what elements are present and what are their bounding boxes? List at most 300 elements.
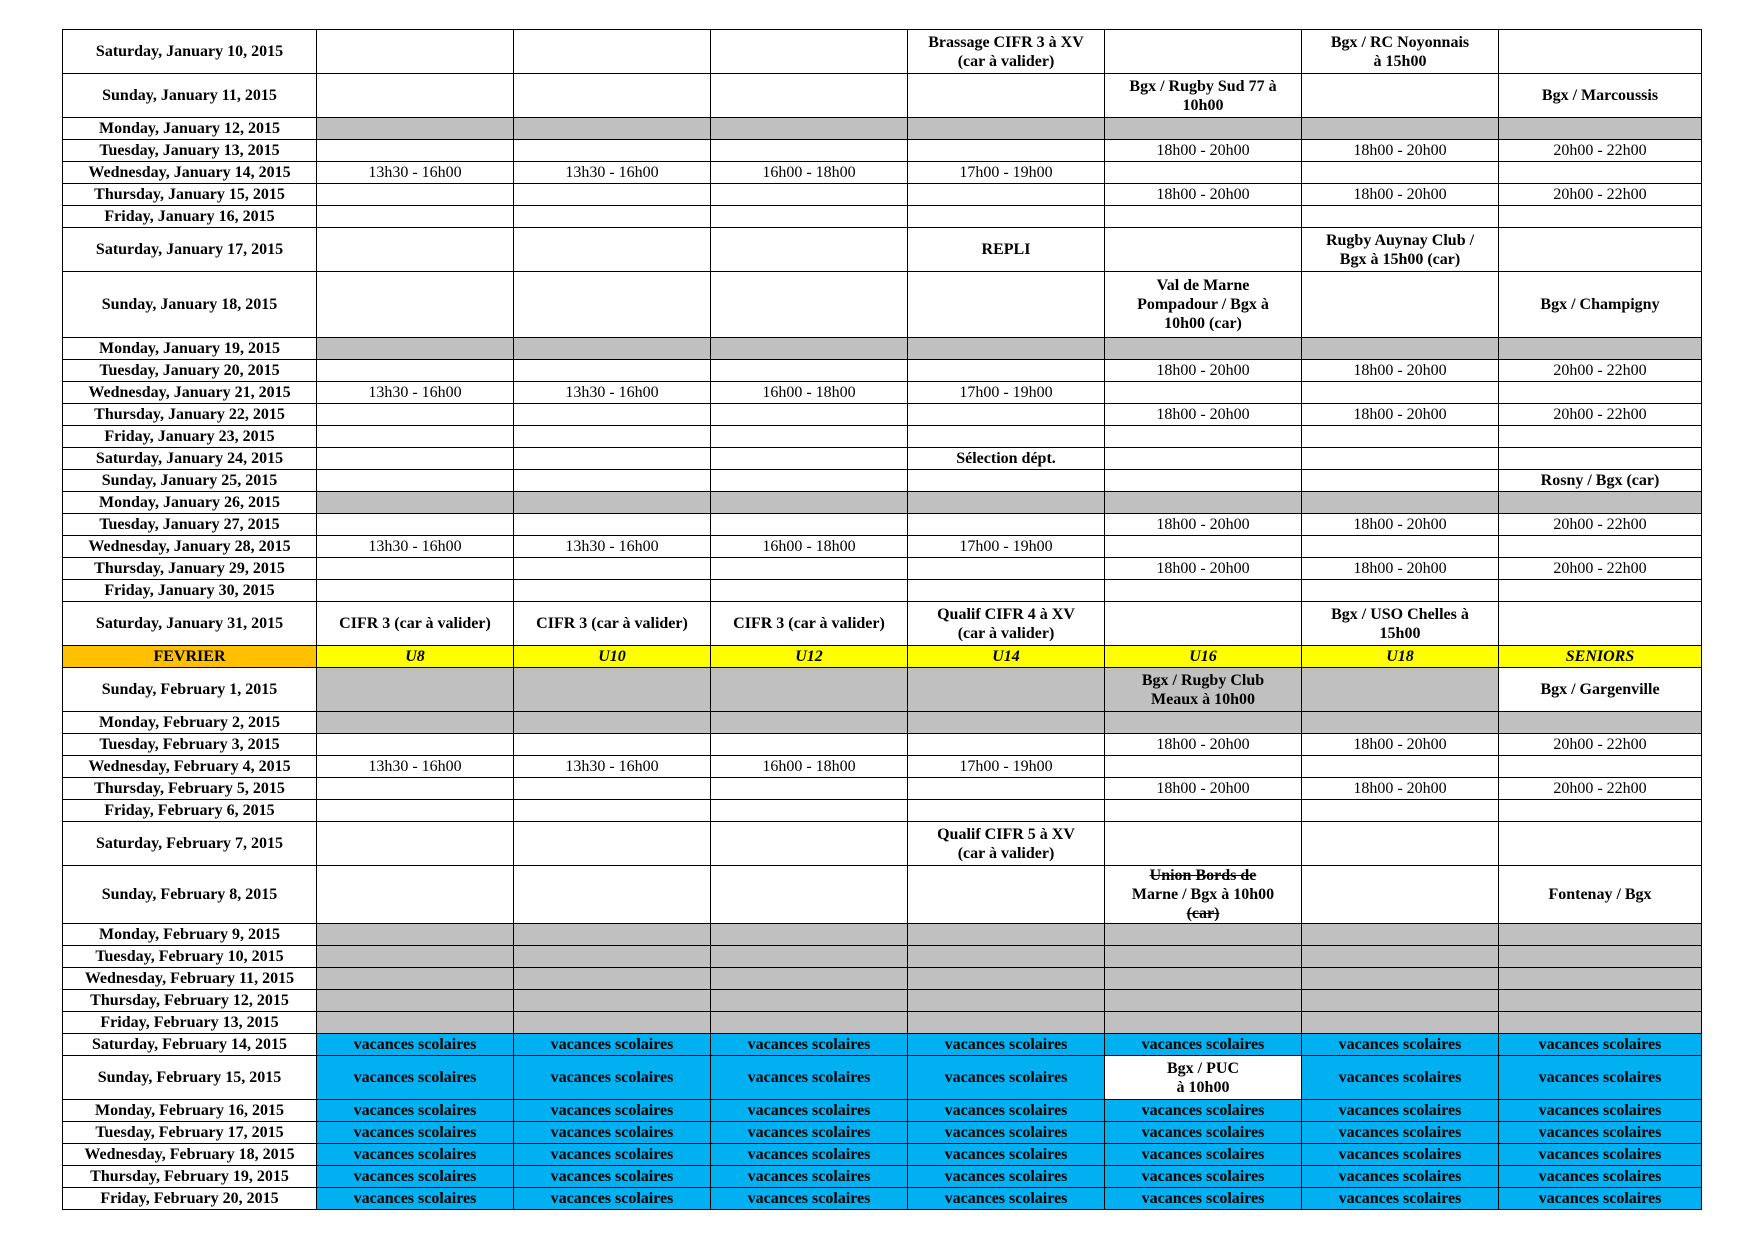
date-cell: Tuesday, February 3, 2015 — [63, 734, 317, 756]
cell-line: Bgx à 15h00 (car) — [1339, 250, 1461, 268]
cell-u12: 16h00 - 18h00 — [711, 382, 908, 404]
cell-seniors — [1499, 118, 1702, 140]
cell-u12 — [711, 924, 908, 946]
date-cell: Sunday, January 11, 2015 — [63, 74, 317, 118]
cell-u16 — [1105, 1056, 1302, 1100]
cell-u16 — [1105, 74, 1302, 118]
table-row — [63, 646, 1702, 668]
cell-u16 — [1105, 162, 1302, 184]
cell-u16 — [1105, 382, 1302, 404]
date-cell: Sunday, February 1, 2015 — [63, 668, 317, 712]
cell-u12 — [711, 1012, 908, 1034]
cell-u16: 18h00 - 20h00 — [1105, 140, 1302, 162]
cell-u18 — [1302, 800, 1499, 822]
cell-u14: vacances scolaires — [908, 1034, 1105, 1056]
cell-u8 — [317, 800, 514, 822]
date-cell: Friday, February 6, 2015 — [63, 800, 317, 822]
table-row — [63, 492, 1702, 514]
table-row — [63, 118, 1702, 140]
cell-u8 — [317, 228, 514, 272]
cell-u16 — [1105, 602, 1302, 646]
cell-line: Val de Marne — [1156, 277, 1250, 294]
cell-u18 — [1302, 162, 1499, 184]
date-cell: Monday, January 12, 2015 — [63, 118, 317, 140]
cell-u18: 18h00 - 20h00 — [1302, 558, 1499, 580]
date-cell: Friday, January 23, 2015 — [63, 426, 317, 448]
cell-u12 — [711, 404, 908, 426]
cell-seniors: vacances scolaires — [1499, 1188, 1702, 1210]
cell-u8 — [317, 822, 514, 866]
cell-u8 — [317, 338, 514, 360]
cell-u14: 17h00 - 19h00 — [908, 756, 1105, 778]
cell-u14 — [908, 822, 1105, 866]
date-cell: Friday, January 30, 2015 — [63, 580, 317, 602]
cell-u14 — [908, 470, 1105, 492]
cell-u16 — [1105, 30, 1302, 74]
cell-seniors — [1499, 602, 1702, 646]
schedule-table — [62, 29, 1702, 1210]
cell-u8 — [317, 968, 514, 990]
cell-seniors — [1499, 206, 1702, 228]
cell-u16 — [1105, 118, 1302, 140]
cell-u10 — [514, 206, 711, 228]
date-cell: Tuesday, January 20, 2015 — [63, 360, 317, 382]
table-row — [63, 140, 1702, 162]
cell-u16: 18h00 - 20h00 — [1105, 360, 1302, 382]
cell-u14 — [908, 602, 1105, 646]
cell-u12: vacances scolaires — [711, 1188, 908, 1210]
cell-u12 — [711, 492, 908, 514]
cell-u16: 18h00 - 20h00 — [1105, 514, 1302, 536]
table-row — [63, 426, 1702, 448]
cell-u18: 18h00 - 20h00 — [1302, 778, 1499, 800]
cell-u10 — [514, 360, 711, 382]
cell-u16: U16 — [1105, 646, 1302, 668]
cell-u10: U10 — [514, 646, 711, 668]
cell-seniors: Bgx / Marcoussis — [1499, 74, 1702, 118]
cell-u18 — [1302, 206, 1499, 228]
cell-u18: vacances scolaires — [1302, 1034, 1499, 1056]
cell-u8 — [317, 946, 514, 968]
table-row — [63, 800, 1702, 822]
table-row — [63, 162, 1702, 184]
cell-u10 — [514, 74, 711, 118]
cell-u14 — [908, 140, 1105, 162]
cell-seniors — [1499, 924, 1702, 946]
cell-u18 — [1302, 968, 1499, 990]
table-row — [63, 536, 1702, 558]
cell-u12 — [711, 74, 908, 118]
cell-u16 — [1105, 668, 1302, 712]
cell-u10 — [514, 1012, 711, 1034]
cell-seniors — [1499, 1012, 1702, 1034]
date-cell: Tuesday, January 27, 2015 — [63, 514, 317, 536]
cell-u12 — [711, 712, 908, 734]
cell-u8: 13h30 - 16h00 — [317, 162, 514, 184]
cell-u18: 18h00 - 20h00 — [1302, 734, 1499, 756]
cell-u12 — [711, 184, 908, 206]
cell-u8 — [317, 448, 514, 470]
cell-u14 — [908, 184, 1105, 206]
cell-u8: 13h30 - 16h00 — [317, 536, 514, 558]
cell-u8: 13h30 - 16h00 — [317, 756, 514, 778]
date-cell: Wednesday, January 14, 2015 — [63, 162, 317, 184]
cell-u18: 18h00 - 20h00 — [1302, 184, 1499, 206]
cell-u18 — [1302, 756, 1499, 778]
date-cell: Monday, February 9, 2015 — [63, 924, 317, 946]
cell-u14 — [908, 118, 1105, 140]
cell-u16 — [1105, 946, 1302, 968]
cell-u8: vacances scolaires — [317, 1122, 514, 1144]
cell-u8 — [317, 30, 514, 74]
cell-u12 — [711, 778, 908, 800]
cell-seniors — [1499, 712, 1702, 734]
cell-line: Union Bords de — [1149, 867, 1257, 884]
cell-u10 — [514, 968, 711, 990]
table-row — [63, 558, 1702, 580]
cell-u10 — [514, 866, 711, 924]
cell-u16 — [1105, 206, 1302, 228]
cell-u8 — [317, 924, 514, 946]
cell-u16: 18h00 - 20h00 — [1105, 558, 1302, 580]
cell-line: (car à valider) — [957, 624, 1055, 642]
cell-u18: vacances scolaires — [1302, 1166, 1499, 1188]
cell-line: Qualif CIFR 5 à XV — [937, 825, 1075, 843]
cell-u18 — [1302, 30, 1499, 74]
cell-u10 — [514, 272, 711, 338]
cell-u16: vacances scolaires — [1105, 1188, 1302, 1210]
table-row — [63, 946, 1702, 968]
cell-u16 — [1105, 492, 1302, 514]
cell-seniors — [1499, 426, 1702, 448]
cell-u16 — [1105, 272, 1302, 338]
cell-seniors — [1499, 30, 1702, 74]
cell-line: Rugby Auynay Club / — [1325, 231, 1475, 249]
cell-u8 — [317, 668, 514, 712]
table-row — [63, 74, 1702, 118]
date-cell: Wednesday, February 4, 2015 — [63, 756, 317, 778]
cell-u14 — [908, 404, 1105, 426]
cell-u12 — [711, 448, 908, 470]
date-cell: Thursday, February 19, 2015 — [63, 1166, 317, 1188]
table-row — [63, 778, 1702, 800]
cell-u12 — [711, 734, 908, 756]
cell-u10 — [514, 778, 711, 800]
cell-u8: U8 — [317, 646, 514, 668]
cell-line: à 15h00 — [1373, 52, 1427, 70]
cell-line: Brassage CIFR 3 à XV — [928, 33, 1084, 51]
cell-line: Marne / Bgx à 10h00 — [1131, 886, 1275, 903]
cell-u12 — [711, 946, 908, 968]
cell-u16 — [1105, 822, 1302, 866]
cell-u10 — [514, 30, 711, 74]
cell-u14: U14 — [908, 646, 1105, 668]
table-row — [63, 1012, 1702, 1034]
cell-u10: 13h30 - 16h00 — [514, 162, 711, 184]
cell-seniors: Bgx / Gargenville — [1499, 668, 1702, 712]
table-row — [63, 404, 1702, 426]
cell-seniors: vacances scolaires — [1499, 1166, 1702, 1188]
cell-u14: REPLI — [908, 228, 1105, 272]
table-row — [63, 1144, 1702, 1166]
cell-u12 — [711, 118, 908, 140]
cell-seniors — [1499, 756, 1702, 778]
cell-seniors: vacances scolaires — [1499, 1144, 1702, 1166]
cell-u12: 16h00 - 18h00 — [711, 162, 908, 184]
cell-u18 — [1302, 228, 1499, 272]
cell-u14 — [908, 712, 1105, 734]
table-row — [63, 514, 1702, 536]
cell-seniors: 20h00 - 22h00 — [1499, 360, 1702, 382]
cell-u18 — [1302, 580, 1499, 602]
cell-u18: 18h00 - 20h00 — [1302, 514, 1499, 536]
date-cell: Tuesday, February 17, 2015 — [63, 1122, 317, 1144]
cell-u10 — [514, 470, 711, 492]
cell-seniors: vacances scolaires — [1499, 1100, 1702, 1122]
cell-u18 — [1302, 382, 1499, 404]
cell-u16 — [1105, 924, 1302, 946]
table-row — [63, 272, 1702, 338]
cell-u12 — [711, 668, 908, 712]
cell-u8 — [317, 74, 514, 118]
cell-u10 — [514, 558, 711, 580]
cell-u10 — [514, 184, 711, 206]
cell-u12 — [711, 580, 908, 602]
cell-u12: vacances scolaires — [711, 1100, 908, 1122]
cell-u18 — [1302, 866, 1499, 924]
cell-u8 — [317, 866, 514, 924]
cell-u8: vacances scolaires — [317, 1100, 514, 1122]
cell-u16 — [1105, 580, 1302, 602]
cell-u14: vacances scolaires — [908, 1144, 1105, 1166]
cell-u14 — [908, 778, 1105, 800]
cell-line: 15h00 — [1379, 624, 1421, 642]
cell-u18 — [1302, 924, 1499, 946]
cell-seniors — [1499, 946, 1702, 968]
date-cell: Friday, January 16, 2015 — [63, 206, 317, 228]
table-row — [63, 30, 1702, 74]
cell-u18: vacances scolaires — [1302, 1122, 1499, 1144]
cell-u8 — [317, 734, 514, 756]
cell-u14: vacances scolaires — [908, 1188, 1105, 1210]
cell-u12 — [711, 968, 908, 990]
cell-u12 — [711, 470, 908, 492]
cell-u12 — [711, 514, 908, 536]
table-row — [63, 448, 1702, 470]
cell-u10 — [514, 228, 711, 272]
cell-u8 — [317, 206, 514, 228]
cell-seniors: vacances scolaires — [1499, 1122, 1702, 1144]
date-cell: Friday, February 20, 2015 — [63, 1188, 317, 1210]
cell-line: (car) — [1186, 905, 1220, 922]
cell-u18: 18h00 - 20h00 — [1302, 360, 1499, 382]
cell-u10 — [514, 734, 711, 756]
cell-u12 — [711, 272, 908, 338]
cell-u14 — [908, 360, 1105, 382]
cell-u8: vacances scolaires — [317, 1034, 514, 1056]
cell-u14: vacances scolaires — [908, 1122, 1105, 1144]
cell-u16 — [1105, 756, 1302, 778]
cell-seniors — [1499, 338, 1702, 360]
date-cell: Wednesday, January 28, 2015 — [63, 536, 317, 558]
cell-u8 — [317, 426, 514, 448]
cell-u16 — [1105, 470, 1302, 492]
cell-u10: vacances scolaires — [514, 1056, 711, 1100]
cell-line: Bgx / PUC — [1167, 1059, 1239, 1077]
cell-u8 — [317, 778, 514, 800]
cell-seniors: 20h00 - 22h00 — [1499, 778, 1702, 800]
schedule-body — [63, 30, 1702, 1210]
table-row — [63, 602, 1702, 646]
cell-u16: vacances scolaires — [1105, 1034, 1302, 1056]
cell-u10: vacances scolaires — [514, 1144, 711, 1166]
cell-u18 — [1302, 426, 1499, 448]
cell-u10: 13h30 - 16h00 — [514, 756, 711, 778]
table-row — [63, 968, 1702, 990]
cell-u18 — [1302, 990, 1499, 1012]
table-row — [63, 756, 1702, 778]
date-cell: Thursday, January 29, 2015 — [63, 558, 317, 580]
cell-line: Bgx / RC Noyonnais — [1330, 33, 1470, 51]
cell-u12 — [711, 228, 908, 272]
date-cell: Friday, February 13, 2015 — [63, 1012, 317, 1034]
cell-u8 — [317, 514, 514, 536]
cell-u18 — [1302, 1012, 1499, 1034]
cell-u8 — [317, 272, 514, 338]
cell-seniors — [1499, 800, 1702, 822]
cell-line: Bgx / Rugby Sud 77 à — [1129, 77, 1277, 95]
cell-u18: vacances scolaires — [1302, 1100, 1499, 1122]
cell-u10: vacances scolaires — [514, 1166, 711, 1188]
cell-u16 — [1105, 426, 1302, 448]
date-cell: Tuesday, January 13, 2015 — [63, 140, 317, 162]
cell-u18: vacances scolaires — [1302, 1188, 1499, 1210]
cell-line: (car à valider) — [957, 52, 1055, 70]
cell-seniors: 20h00 - 22h00 — [1499, 558, 1702, 580]
cell-seniors — [1499, 492, 1702, 514]
cell-u12 — [711, 360, 908, 382]
cell-u16 — [1105, 228, 1302, 272]
cell-u18 — [1302, 74, 1499, 118]
cell-line: Bgx / USO Chelles à — [1331, 605, 1469, 623]
cell-u12 — [711, 990, 908, 1012]
cell-u16: vacances scolaires — [1105, 1144, 1302, 1166]
cell-u10: 13h30 - 16h00 — [514, 536, 711, 558]
cell-u10 — [514, 338, 711, 360]
date-cell: Saturday, February 14, 2015 — [63, 1034, 317, 1056]
cell-u8 — [317, 140, 514, 162]
cell-u12: U12 — [711, 646, 908, 668]
cell-u16: 18h00 - 20h00 — [1105, 404, 1302, 426]
cell-u14 — [908, 74, 1105, 118]
cell-u10: vacances scolaires — [514, 1122, 711, 1144]
cell-u14 — [908, 30, 1105, 74]
cell-u18 — [1302, 448, 1499, 470]
cell-seniors — [1499, 968, 1702, 990]
cell-u14 — [908, 492, 1105, 514]
cell-u14 — [908, 668, 1105, 712]
cell-u12: 16h00 - 18h00 — [711, 536, 908, 558]
cell-u8: vacances scolaires — [317, 1188, 514, 1210]
date-cell: Sunday, February 8, 2015 — [63, 866, 317, 924]
cell-seniors — [1499, 822, 1702, 866]
cell-seniors: vacances scolaires — [1499, 1056, 1702, 1100]
cell-u12: vacances scolaires — [711, 1056, 908, 1100]
table-row — [63, 668, 1702, 712]
cell-u14 — [908, 206, 1105, 228]
date-cell: Saturday, February 7, 2015 — [63, 822, 317, 866]
cell-u14 — [908, 1012, 1105, 1034]
date-cell: Monday, January 19, 2015 — [63, 338, 317, 360]
cell-u16: 18h00 - 20h00 — [1105, 184, 1302, 206]
table-row — [63, 228, 1702, 272]
cell-u14: vacances scolaires — [908, 1056, 1105, 1100]
cell-u8 — [317, 580, 514, 602]
cell-u12 — [711, 426, 908, 448]
cell-u14: 17h00 - 19h00 — [908, 162, 1105, 184]
date-cell: Saturday, January 24, 2015 — [63, 448, 317, 470]
cell-u10 — [514, 492, 711, 514]
cell-u10 — [514, 448, 711, 470]
cell-u10 — [514, 822, 711, 866]
table-row — [63, 1034, 1702, 1056]
cell-u18 — [1302, 338, 1499, 360]
cell-seniors: 20h00 - 22h00 — [1499, 734, 1702, 756]
cell-u10 — [514, 712, 711, 734]
cell-u18: 18h00 - 20h00 — [1302, 140, 1499, 162]
cell-u12: CIFR 3 (car à valider) — [711, 602, 908, 646]
date-cell: Sunday, January 25, 2015 — [63, 470, 317, 492]
cell-u12 — [711, 140, 908, 162]
cell-line: (car à valider) — [957, 844, 1055, 862]
cell-seniors — [1499, 990, 1702, 1012]
cell-u8 — [317, 470, 514, 492]
cell-u10 — [514, 426, 711, 448]
cell-u14: vacances scolaires — [908, 1166, 1105, 1188]
cell-u16: vacances scolaires — [1105, 1100, 1302, 1122]
cell-u18 — [1302, 668, 1499, 712]
cell-seniors: 20h00 - 22h00 — [1499, 514, 1702, 536]
date-cell: FEVRIER — [63, 646, 317, 668]
cell-seniors — [1499, 228, 1702, 272]
cell-u10 — [514, 404, 711, 426]
cell-u10 — [514, 924, 711, 946]
cell-u8 — [317, 558, 514, 580]
cell-u16 — [1105, 800, 1302, 822]
cell-u10 — [514, 118, 711, 140]
table-row — [63, 1056, 1702, 1100]
cell-u16 — [1105, 968, 1302, 990]
date-cell: Saturday, January 10, 2015 — [63, 30, 317, 74]
cell-u12 — [711, 206, 908, 228]
date-cell: Wednesday, January 21, 2015 — [63, 382, 317, 404]
cell-u10: vacances scolaires — [514, 1034, 711, 1056]
date-cell: Thursday, January 22, 2015 — [63, 404, 317, 426]
table-row — [63, 382, 1702, 404]
date-cell: Thursday, February 12, 2015 — [63, 990, 317, 1012]
cell-u8 — [317, 990, 514, 1012]
cell-seniors: 20h00 - 22h00 — [1499, 404, 1702, 426]
cell-u10 — [514, 990, 711, 1012]
cell-u12: vacances scolaires — [711, 1034, 908, 1056]
cell-u16 — [1105, 338, 1302, 360]
cell-u14 — [908, 580, 1105, 602]
cell-u14 — [908, 924, 1105, 946]
cell-u14 — [908, 734, 1105, 756]
cell-u10: 13h30 - 16h00 — [514, 382, 711, 404]
cell-u8 — [317, 404, 514, 426]
table-row — [63, 338, 1702, 360]
